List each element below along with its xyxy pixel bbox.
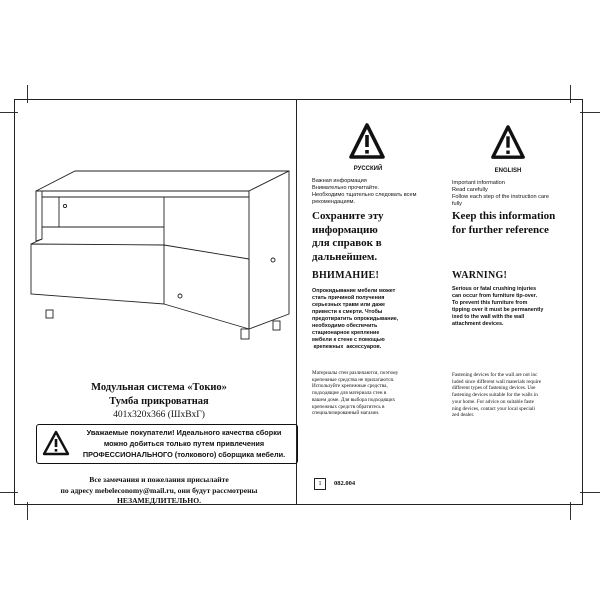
warning-line: можно добиться только путем привлечения bbox=[103, 439, 265, 448]
text-line: attachment devices. bbox=[452, 321, 504, 327]
product-name: Тумба прикроватная bbox=[109, 396, 209, 407]
text-line: Serious or fatal crushing injuries bbox=[452, 286, 537, 292]
text-line: Read carefully bbox=[452, 187, 488, 193]
text-line: fastening devices suitable for the walls in bbox=[452, 392, 538, 399]
text-line: подходящие для материала стен в bbox=[312, 390, 387, 397]
text-line: Сохраните эту bbox=[312, 210, 384, 222]
crop-mark bbox=[580, 112, 600, 113]
text-line: can occur from furniture tip-over. bbox=[452, 293, 538, 299]
document-code: 082.004 bbox=[334, 480, 356, 487]
text-line: информацию bbox=[312, 223, 378, 236]
nightstand-drawing bbox=[14, 99, 304, 379]
text-line: Материалы стен различаются, поэтому bbox=[312, 370, 399, 376]
text-line: for further reference bbox=[452, 223, 549, 236]
text-line: рекомендациям. bbox=[312, 199, 356, 205]
page-number: 1 bbox=[314, 478, 326, 490]
crop-mark bbox=[580, 492, 600, 493]
text-line: ixed to the wall with the wall bbox=[452, 314, 525, 320]
text-line: To prevent this furniture from bbox=[452, 300, 528, 306]
feedback-notes bbox=[14, 475, 304, 507]
text-line: Follow each step of the instruction care bbox=[452, 194, 550, 200]
text-line: серьезных травм или даже bbox=[312, 302, 386, 308]
text-line: Опрокидывание мебели может bbox=[312, 288, 396, 294]
text-line: fully bbox=[452, 201, 462, 207]
text-line: different types of fastening devices. Use bbox=[452, 385, 536, 392]
warning-triangle-icon bbox=[490, 124, 526, 160]
product-series: Модульная система «Токио» bbox=[91, 382, 227, 393]
keep-info-heading bbox=[312, 210, 442, 264]
product-dimensions: 401x320x366 (ШхВхГ) bbox=[113, 410, 205, 420]
notes-line: Все замечания и пожелания присылайте bbox=[89, 475, 229, 484]
assembly-warning-box bbox=[36, 424, 298, 464]
left-panel bbox=[14, 99, 304, 505]
warning-text bbox=[312, 288, 432, 351]
warning-triangle-icon bbox=[42, 430, 70, 456]
text-line: мебели к стене с помощью bbox=[312, 337, 385, 343]
text-line: Используйте крепежные средства, bbox=[312, 383, 388, 390]
text-line: стать причиной получения bbox=[312, 295, 385, 301]
text-line: стационарное крепление bbox=[312, 330, 380, 336]
keep-info-heading bbox=[452, 210, 572, 237]
text-line: крепежных аксессуаров. bbox=[312, 344, 382, 350]
text-line: Fastening devices for the wall are not inc bbox=[452, 372, 538, 378]
text-line: крепежных средств обратитесь в bbox=[312, 403, 385, 410]
text-line: необходимо обеспечить bbox=[312, 323, 378, 329]
text-line: для справок в bbox=[312, 237, 382, 249]
warning-heading: WARNING! bbox=[452, 270, 508, 281]
text-line: Необходимо тщательно следовать всем bbox=[312, 192, 417, 198]
text-line: tipping over it must be permanently bbox=[452, 307, 544, 313]
warning-heading: ВНИМАНИЕ! bbox=[312, 270, 380, 281]
text-line: специализированный магазин. bbox=[312, 410, 380, 417]
text-line: luded since different wall materials require bbox=[452, 378, 542, 385]
text-line: привести к смерти. Чтобы bbox=[312, 309, 383, 315]
text-line: zed dealer. bbox=[452, 412, 475, 419]
fastening-text bbox=[312, 370, 440, 417]
language-label: РУССКИЙ bbox=[353, 166, 383, 172]
warning-line: ПРОФЕССИОНАЛЬНОГО (толкового) сборщика мебели. bbox=[82, 450, 286, 459]
text-line: ning devices, contact your local speciali bbox=[452, 405, 535, 412]
text-line: Внимательно прочитайте. bbox=[312, 185, 380, 191]
text-line: Важная информация bbox=[312, 178, 367, 184]
fastening-text bbox=[452, 372, 572, 419]
notes-line: НЕЗАМЕДЛИТЕЛЬНО. bbox=[117, 496, 201, 505]
text-line: Important information bbox=[452, 180, 505, 186]
warning-triangle-icon bbox=[348, 122, 386, 160]
warning-line: Уважаемые покупатели! Идеального качества сборки bbox=[86, 428, 282, 437]
language-label: ENGLISH bbox=[494, 168, 522, 174]
warning-text bbox=[452, 286, 572, 328]
text-line: предотвратить опрокидывание, bbox=[312, 316, 399, 322]
text-line: Keep this information bbox=[452, 210, 556, 222]
intro-text bbox=[452, 180, 572, 208]
text-line: your home. For advice on suitable faste bbox=[452, 398, 534, 405]
text-line: крепежные средства не прилагаются. bbox=[312, 376, 395, 383]
notes-line: по адресу mebeleconomy@mail.ru, они будут рассмотрены bbox=[60, 485, 258, 495]
text-line: дальнейшем. bbox=[312, 250, 378, 263]
text-line: вашем доме. Для выбора подходящих bbox=[312, 396, 396, 403]
intro-text bbox=[312, 178, 442, 206]
